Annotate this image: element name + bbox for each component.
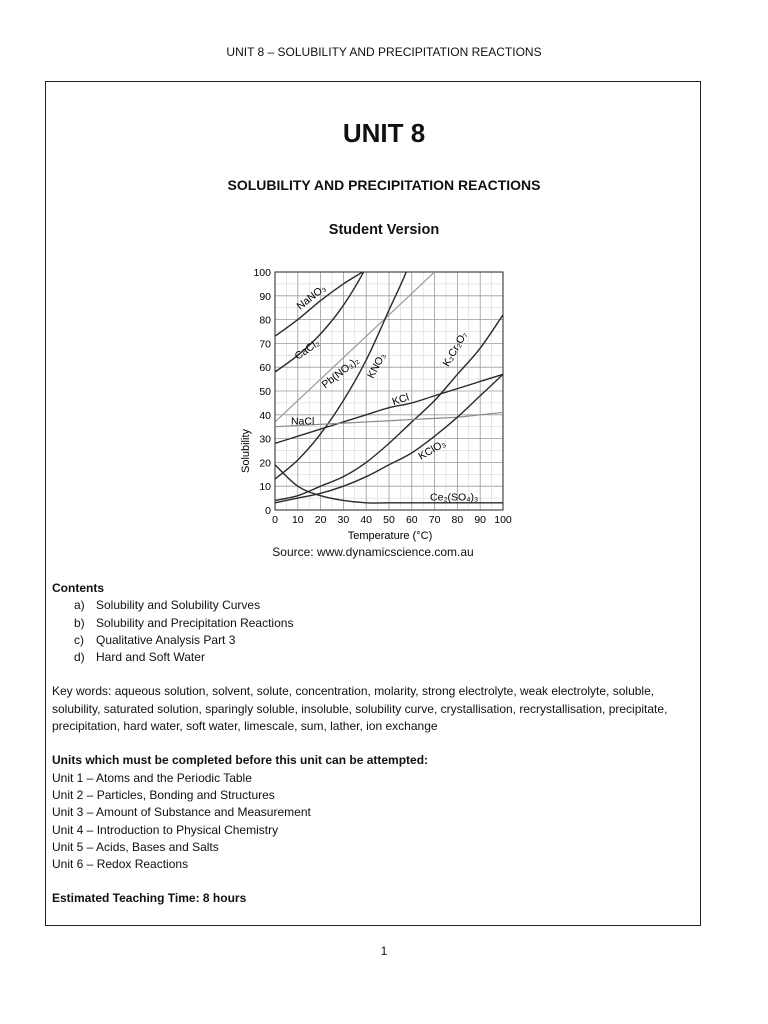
x-tick-label: 10 [291,514,304,526]
series-label: Ce₂(SO₄)₃ [430,491,479,504]
page-subtitle: SOLUBILITY AND PRECIPITATION REACTIONS [227,177,541,193]
chart-series-labels [291,282,478,503]
list-item: d) Hard and Soft Water [74,650,205,665]
y-tick-label: 40 [259,409,271,422]
prerequisite-unit: Unit 4 – Introduction to Physical Chemistry [52,822,279,837]
list-item: c) Qualitative Analysis Part 3 [74,632,236,647]
teaching-time: Estimated Teaching Time: 8 hours [52,891,247,906]
x-tick-label: 90 [474,514,487,526]
chart-grid [275,272,503,510]
list-item: a) Solubility and Solubility Curves [74,598,261,613]
series-label: KCl [390,391,411,409]
content-body [52,580,692,908]
series-label: K₂Cr₂O₇ [440,329,470,369]
key-words: Key words: aqueous solution, solvent, solute, concentration, molarity, strong electrolyte, weak electrolyte, soluble, solubility, saturated solution, sparingly soluble, insoluble, solubility curve, crystallisation, recrystallisation, precipitate, precipitation, hard water, soft water, limescale, sum, lather, ion exchange [52,684,668,734]
x-tick-label: 100 [494,514,512,526]
series-label: KClO₃ [416,437,448,463]
contents-list [52,597,692,666]
y-tick-label: 80 [259,314,271,327]
series-label: NaNO₃ [294,282,329,313]
x-tick-label: 0 [272,514,278,526]
contents-heading: Contents [52,581,104,595]
series-label: NaCl [290,415,315,428]
y-tick-label: 20 [259,457,271,470]
x-tick-label: 70 [428,514,441,526]
running-header: UNIT 8 – SOLUBILITY AND PRECIPITATION REACTIONS [226,45,542,59]
y-tick-label: 60 [259,362,271,375]
solubility-chart [228,262,528,544]
series-label: KNO₃ [365,351,389,381]
chart-ticks [253,267,511,526]
prerequisite-unit: Unit 5 – Acids, Bases and Salts [52,839,219,854]
x-tick-label: 40 [360,514,373,526]
prerequisite-unit: Unit 6 – Redox Reactions [52,857,189,872]
chart-source: Source: www.dynamicscience.com.au [272,545,474,559]
prerequisites-heading: Units which must be completed before this unit can be attempted: [52,753,429,768]
prerequisite-unit: Unit 1 – Atoms and the Periodic Table [52,770,252,785]
y-axis-label: Solubility [240,428,252,474]
series-label: CaCl₂ [292,336,322,363]
prerequisite-unit: Unit 2 – Particles, Bonding and Structures [52,787,275,802]
x-tick-label: 80 [451,514,464,526]
version-label: Student Version [328,222,440,238]
y-tick-label: 10 [259,481,271,494]
y-tick-label: 30 [259,433,271,446]
x-tick-label: 50 [383,514,395,526]
series-label: Pb(NO₃)₂ [319,354,362,391]
list-item: b) Solubility and Precipitation Reactions [74,615,294,630]
prerequisite-unit: Unit 3 – Amount of Substance and Measurement [52,805,311,820]
y-tick-label: 90 [259,290,271,303]
y-tick-label: 0 [265,505,271,517]
x-axis-label: Temperature (°C) [347,530,433,542]
x-tick-label: 20 [314,514,327,526]
page-title: UNIT 8 [342,118,426,148]
x-tick-label: 60 [405,514,418,526]
y-tick-label: 50 [259,386,271,398]
x-tick-label: 30 [337,514,350,526]
y-tick-label: 70 [259,338,271,351]
y-tick-label: 100 [253,267,271,279]
page-number: 1 [380,944,388,958]
